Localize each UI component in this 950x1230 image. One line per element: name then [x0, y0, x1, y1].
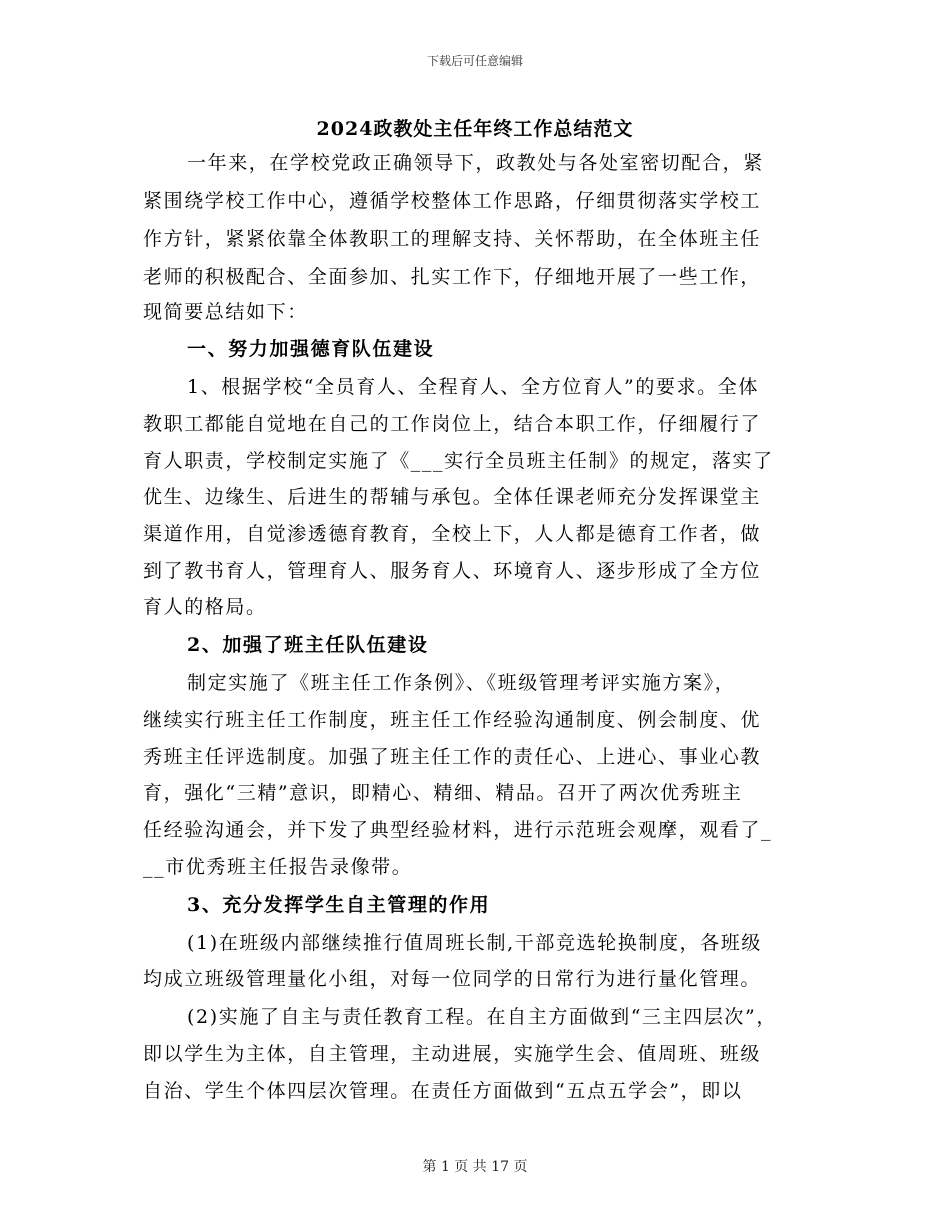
- paragraph-line: (2)实施了自主与责任教育工程。在自主方面做到“三主四层次”，: [187, 1006, 777, 1028]
- section-heading: 3、充分发挥学生自主管理的作用: [187, 894, 491, 916]
- paragraph-line: 作方针，紧紧依靠全体教职工的理解支持、关怀帮助，在全体班主任: [143, 228, 762, 250]
- paragraph-line: 育，强化“三精”意识，即精心、精细、精品。召开了两次优秀班主: [143, 782, 743, 804]
- paragraph-line: 秀班主任评选制度。加强了班主任工作的责任心、上进心、事业心教: [143, 746, 762, 768]
- page-footer: 第 1 页 共 17 页: [422, 1159, 528, 1175]
- paragraph-line: 自治、学生个体四层次管理。在责任方面做到“五点五学会”，即以: [143, 1080, 743, 1102]
- paragraph-line: 渠道作用，自觉渗透德育教育，全校上下，人人都是德育工作者，做: [143, 523, 762, 545]
- paragraph-line: 即以学生为主体，自主管理，主动进展，实施学生会、值周班、班级: [143, 1043, 762, 1065]
- paragraph-line: 老师的积极配合、全面参加、扎实工作下，仔细地开展了一些工作，: [143, 266, 762, 288]
- section-heading: 一、努力加强德育队伍建设: [187, 338, 435, 360]
- paragraph-line: 到了教书育人，管理育人、服务育人、环境育人、逐步形成了全方位: [143, 560, 762, 582]
- paragraph-line: (1)在班级内部继续推行值周班长制,干部竞选轮换制度，各班级: [187, 932, 762, 954]
- paragraph-line: 育人的格局。: [143, 596, 267, 618]
- section-heading: 2、加强了班主任队伍建设: [187, 634, 429, 656]
- paragraph-line: 1、根据学校“全员育人、全程育人、全方位育人”的要求。全体: [187, 376, 759, 398]
- paragraph-line: 一年来，在学校党政正确领导下，政教处与各处室密切配合，紧: [187, 152, 764, 174]
- paragraph-line: 继续实行班主任工作制度，班主任工作经验沟通制度、例会制度、优: [143, 709, 762, 731]
- paragraph-line: 现简要总结如下：: [143, 301, 308, 323]
- paragraph-line: 紧围绕学校工作中心，遵循学校整体工作思路，仔细贯彻落实学校工: [143, 190, 762, 212]
- paragraph-line: 制定实施了《班主任工作条例》、《班级管理考评实施方案》，: [187, 672, 736, 694]
- paragraph-line: 优生、边缘生、后进生的帮辅与承包。全体任课老师充分发挥课堂主: [143, 486, 762, 508]
- paragraph-line: 任经验沟通会，并下发了典型经验材料，进行示范班会观摩，观看了_: [143, 819, 773, 841]
- paragraph-line: 均成立班级管理量化小组，对每一位同学的日常行为进行量化管理。: [143, 968, 762, 990]
- paragraph-line: 教职工都能自觉地在自己的工作岗位上，结合本职工作，仔细履行了: [143, 413, 762, 435]
- document-title: 2024政教处主任年终工作总结范文: [316, 118, 634, 140]
- paragraph-line: __市优秀班主任报告录像带。: [143, 856, 413, 878]
- page-header: 下载后可任意编辑: [426, 54, 523, 68]
- paragraph-line: 育人职责，学校制定实施了《___实行全员班主任制》的规定，落实了: [143, 450, 774, 472]
